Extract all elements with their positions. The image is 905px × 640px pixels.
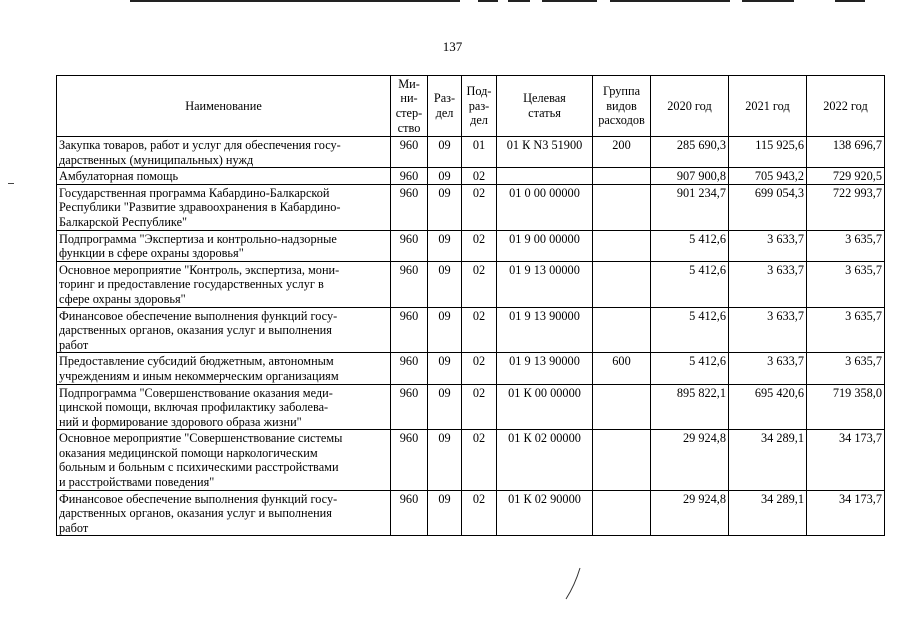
cell-expense-group: 600	[593, 353, 651, 384]
cell-expense-group	[593, 230, 651, 261]
cell-name	[57, 184, 391, 230]
header-year-2021: 2021 год	[729, 76, 807, 137]
cell-amount-2022: 138 696,7	[807, 137, 885, 168]
header-section: Раз- дел	[428, 76, 462, 137]
table-header-row	[57, 76, 885, 137]
cell-amount-2021: 3 633,7	[729, 353, 807, 384]
cell-amount-2022: 3 635,7	[807, 307, 885, 353]
pen-mark	[560, 566, 590, 602]
cell-name-line: ний и формирование здорового образа жизни"	[59, 414, 302, 429]
cell-amount-2021: 699 054,3	[729, 184, 807, 230]
cell-name-line: Амбулаторная помощь	[59, 169, 179, 184]
header-name: Наименование	[57, 76, 391, 137]
cell-subsection: 02	[462, 384, 497, 430]
cell-amount-2020: 5 412,6	[651, 307, 729, 353]
cell-expense-group	[593, 384, 651, 430]
cell-amount-2021: 695 420,6	[729, 384, 807, 430]
cell-section: 09	[428, 261, 462, 307]
header-year-2022: 2022 год	[807, 76, 885, 137]
header-ministry: Ми- ни- стер- ство	[391, 76, 428, 137]
cell-amount-2021: 34 289,1	[729, 490, 807, 536]
cell-name-line: Финансовое обеспечение выполнения функций госу-	[59, 491, 338, 506]
table-row	[57, 184, 885, 230]
cell-name-line: дарственных (муниципальных) нужд	[59, 152, 254, 167]
cell-name-line: цинской помощи, включая профилактику заболева-	[59, 400, 329, 415]
table-row	[57, 384, 885, 430]
cell-name-line: дарственных органов, оказания услуг и выполнения	[59, 323, 332, 338]
table-row	[57, 490, 885, 536]
cell-section: 09	[428, 490, 462, 536]
cell-section: 09	[428, 384, 462, 430]
top-edge-rule	[130, 0, 865, 3]
cell-target-article: 01 К 00 00000	[497, 384, 593, 430]
cell-name-line: торинг и предоставление государственных услуг в	[59, 277, 324, 292]
cell-expense-group	[593, 307, 651, 353]
cell-amount-2020: 5 412,6	[651, 261, 729, 307]
table-row	[57, 261, 885, 307]
cell-amount-2022: 3 635,7	[807, 261, 885, 307]
cell-section: 09	[428, 184, 462, 230]
header-target-article: Целевая статья	[497, 76, 593, 137]
cell-name-line: оказания медицинской помощи наркологическим	[59, 445, 318, 460]
cell-target-article: 01 9 13 90000	[497, 307, 593, 353]
table-row	[57, 230, 885, 261]
cell-subsection: 02	[462, 168, 497, 185]
cell-amount-2022: 3 635,7	[807, 230, 885, 261]
cell-ministry: 960	[391, 261, 428, 307]
cell-subsection: 02	[462, 490, 497, 536]
cell-subsection: 02	[462, 184, 497, 230]
cell-target-article: 01 9 13 00000	[497, 261, 593, 307]
cell-target-article: 01 9 00 00000	[497, 230, 593, 261]
cell-name-line: Подпрограмма "Экспертиза и контрольно-надзорные	[59, 231, 337, 246]
cell-name-line: дарственных органов, оказания услуг и выполнения	[59, 506, 332, 521]
cell-name-line: больным и больным с психическими расстройствами	[59, 460, 339, 475]
cell-section: 09	[428, 430, 462, 490]
cell-name	[57, 261, 391, 307]
cell-target-article	[497, 168, 593, 185]
cell-name	[57, 430, 391, 490]
cell-name-line: Финансовое обеспечение выполнения функций госу-	[59, 308, 338, 323]
cell-amount-2021: 3 633,7	[729, 230, 807, 261]
page-number: 137	[442, 39, 463, 54]
cell-expense-group	[593, 168, 651, 185]
cell-amount-2022: 34 173,7	[807, 490, 885, 536]
cell-name	[57, 230, 391, 261]
cell-section: 09	[428, 230, 462, 261]
cell-amount-2021: 34 289,1	[729, 430, 807, 490]
table-row	[57, 307, 885, 353]
cell-subsection: 02	[462, 230, 497, 261]
cell-name-line: учреждениям и иным некоммерческим организациям	[59, 368, 339, 383]
cell-subsection: 02	[462, 261, 497, 307]
table-row	[57, 137, 885, 168]
cell-amount-2021: 115 925,6	[729, 137, 807, 168]
cell-section: 09	[428, 307, 462, 353]
cell-amount-2020: 285 690,3	[651, 137, 729, 168]
cell-ministry: 960	[391, 184, 428, 230]
cell-name-line: работ	[59, 337, 89, 352]
cell-amount-2022: 729 920,5	[807, 168, 885, 185]
cell-name-line: Основное мероприятие "Совершенствование системы	[59, 431, 343, 446]
cell-name	[57, 353, 391, 384]
cell-amount-2022: 34 173,7	[807, 430, 885, 490]
cell-name-line: Государственная программа Кабардино-Балкарской	[59, 185, 330, 200]
cell-amount-2021: 3 633,7	[729, 261, 807, 307]
cell-subsection: 02	[462, 430, 497, 490]
cell-target-article: 01 9 13 90000	[497, 353, 593, 384]
cell-ministry: 960	[391, 307, 428, 353]
cell-subsection: 02	[462, 307, 497, 353]
cell-name-line: сфере охраны здоровья"	[59, 291, 186, 306]
cell-ministry: 960	[391, 168, 428, 185]
cell-name	[57, 307, 391, 353]
cell-amount-2020: 29 924,8	[651, 490, 729, 536]
cell-subsection: 02	[462, 353, 497, 384]
cell-section: 09	[428, 353, 462, 384]
cell-expense-group	[593, 490, 651, 536]
cell-ministry: 960	[391, 137, 428, 168]
cell-amount-2022: 719 358,0	[807, 384, 885, 430]
table-row	[57, 353, 885, 384]
cell-name-line: Закупка товаров, работ и услуг для обеспечения госу-	[59, 138, 341, 152]
cell-name-line: функции в сфере охраны здоровья"	[59, 246, 244, 261]
table-row	[57, 430, 885, 490]
cell-expense-group	[593, 261, 651, 307]
table-body	[57, 137, 885, 536]
cell-expense-group	[593, 184, 651, 230]
cell-name-line: Балкарской Республике"	[59, 214, 188, 229]
cell-target-article: 01 К N3 51900	[497, 137, 593, 168]
cell-name-line: Республики "Развитие здравоохранения в Кабардино-	[59, 200, 341, 215]
cell-section: 09	[428, 168, 462, 185]
cell-expense-group: 200	[593, 137, 651, 168]
table-row	[57, 168, 885, 185]
header-expense-group: Группа видов расходов	[593, 76, 651, 137]
cell-ministry: 960	[391, 353, 428, 384]
cell-amount-2022: 3 635,7	[807, 353, 885, 384]
cell-name	[57, 384, 391, 430]
header-year-2020: 2020 год	[651, 76, 729, 137]
cell-target-article: 01 0 00 00000	[497, 184, 593, 230]
cell-name	[57, 168, 391, 185]
cell-name-line: Предоставление субсидий бюджетным, автономным	[59, 354, 334, 369]
cell-name-line: Основное мероприятие "Контроль, экспертиза, мони-	[59, 262, 340, 277]
cell-amount-2020: 5 412,6	[651, 230, 729, 261]
cell-section: 09	[428, 137, 462, 168]
cell-amount-2020: 907 900,8	[651, 168, 729, 185]
cell-amount-2020: 895 822,1	[651, 384, 729, 430]
cell-amount-2020: 901 234,7	[651, 184, 729, 230]
cell-name	[57, 137, 391, 168]
cell-target-article: 01 К 02 00000	[497, 430, 593, 490]
cell-name-line: работ	[59, 520, 89, 535]
cell-subsection: 01	[462, 137, 497, 168]
cell-amount-2021: 705 943,2	[729, 168, 807, 185]
budget-table	[56, 75, 885, 536]
cell-ministry: 960	[391, 384, 428, 430]
cell-name-line: Подпрограмма "Совершенствование оказания меди-	[59, 385, 333, 400]
cell-name	[57, 490, 391, 536]
cell-target-article: 01 К 02 90000	[497, 490, 593, 536]
margin-mark	[8, 183, 14, 184]
cell-name-line: и расстройствами поведения"	[59, 475, 215, 490]
cell-amount-2020: 5 412,6	[651, 353, 729, 384]
cell-ministry: 960	[391, 430, 428, 490]
cell-amount-2022: 722 993,7	[807, 184, 885, 230]
cell-amount-2021: 3 633,7	[729, 307, 807, 353]
cell-ministry: 960	[391, 230, 428, 261]
cell-ministry: 960	[391, 490, 428, 536]
cell-expense-group	[593, 430, 651, 490]
header-subsection: Под- раз- дел	[462, 76, 497, 137]
cell-amount-2020: 29 924,8	[651, 430, 729, 490]
